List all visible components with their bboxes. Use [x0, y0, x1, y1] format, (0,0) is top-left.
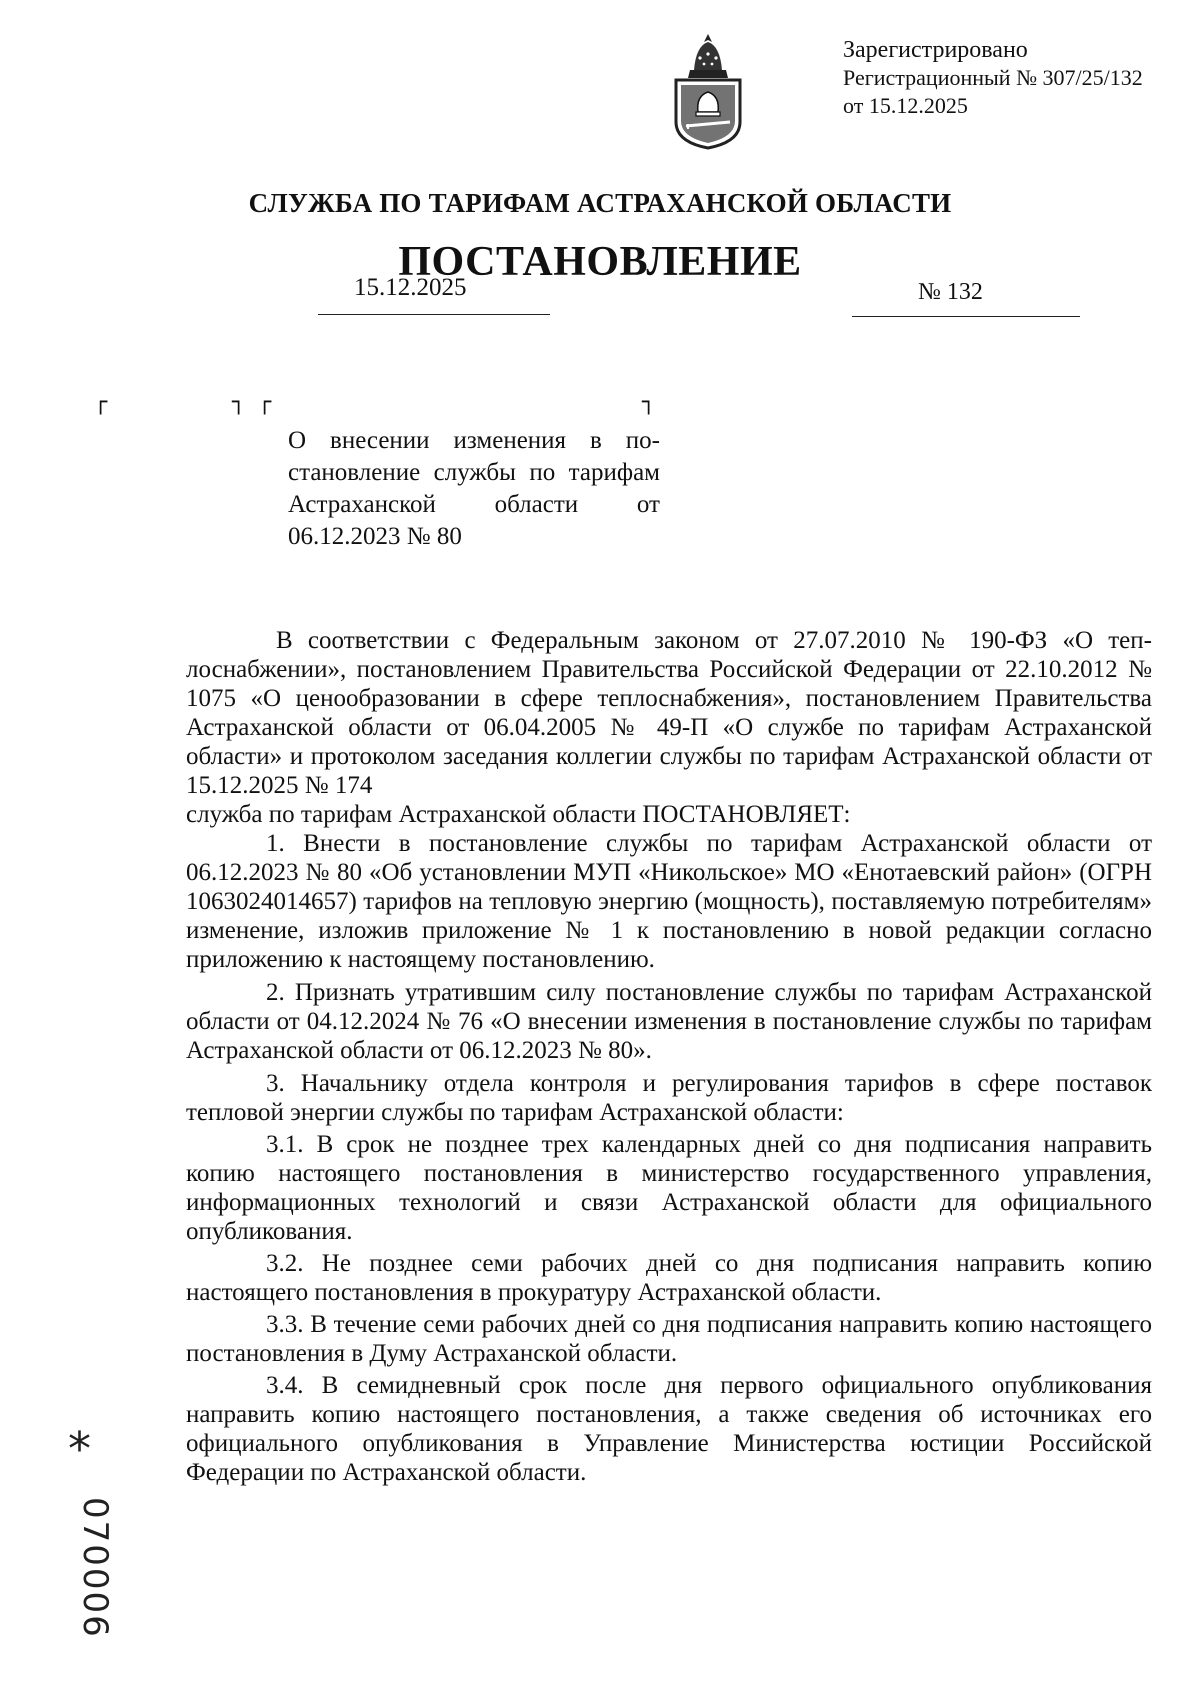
- date-underline: [318, 314, 550, 315]
- corner-mark: ┌: [94, 390, 108, 415]
- clause-3-2: 3.2. Не позднее семи рабочих дней со дня подписания направить копию настоящего постановления в прокуратуру Астраханской области.: [186, 1250, 1152, 1306]
- clause-3-1: 3.1. В срок не позднее трех календарных дней со дня подписания направить копию настоящего постановления в министерство государственного управления, информационных технологий и связи Астраханской области для официального опубликования.: [186, 1131, 1152, 1245]
- clause-3: 3. Начальнику отдела контроля и регулирования тарифов в сфере поставок тепловой энергии службы по тарифам Астраханской области:: [186, 1070, 1152, 1126]
- document-date: 15.12.2025: [354, 274, 467, 301]
- side-serial-text: 070006: [75, 1497, 115, 1639]
- registration-number: Регистрационный № 307/25/132: [843, 65, 1143, 90]
- document-number: № 132: [918, 279, 983, 305]
- agency-title: СЛУЖБА ПО ТАРИФАМ АСТРАХАНСКОЙ ОБЛАСТИ: [248, 188, 952, 218]
- corner-mark: ┐: [232, 390, 246, 415]
- astrakhan-coat-of-arms-icon: [668, 30, 748, 152]
- side-serial-number: [58, 1497, 132, 1639]
- document-body: [186, 626, 1152, 1487]
- document-type: ПОСТАНОВЛЕНИЕ: [398, 239, 802, 285]
- clause-3-3: 3.3. В течение семи рабочих дней со дня подписания направить копию настоящего постановления в Думу Астраханской области.: [186, 1311, 1152, 1367]
- clause-3-4: 3.4. В семидневный срок после дня первого официального опубликования направить копию настоящего постановления, а также сведения об источниках его официального опубликования в Управление Министерства юстиции Российской Федерации по Астраханской области.: [186, 1372, 1152, 1486]
- clause-1: 1. Внести в постановление службы по тарифам Астраханской области от 06.12.2023 № 80 «Об установлении МУП «Никольское» МО «Енотаевский район» (ОГРН 1063024014657) тарифов на тепловую энергию (мощность), поставляемую потребителям» изменение, изложив приложение № 1 к постановлению в новой редакции согласно приложению к настоящему постановлению.: [186, 830, 1152, 973]
- registration-stamp: [843, 36, 1143, 120]
- corner-mark: ┐: [642, 390, 656, 415]
- registration-title: Зарегистрировано: [843, 37, 1028, 63]
- corner-mark: ┌: [258, 390, 272, 415]
- side-asterisk: *: [68, 1422, 91, 1476]
- resolves-line: служба по тарифам Астраханской области ПОСТАНОВЛЯЕТ:: [186, 801, 851, 828]
- number-underline: [852, 316, 1080, 317]
- preamble-paragraph: В соответствии с Федеральным законом от 27.07.2010 № 190-ФЗ «О теплоснабжении», постановлением Правительства Российской Федерации от 22.10.2012 № 1075 «О ценообразовании в сфере теплоснабжения», постановлением Правительства Астраханской области от 06.04.2005 № 49-П «О службе по тарифам Астраханской области» и протоколом заседания коллегии службы по тарифам Астраханской области от 15.12.2025 № 174: [186, 627, 1152, 799]
- clause-2: 2. Признать утратившим силу постановление службы по тарифам Астраханской области от 04.12.2024 № 76 «О внесении изменения в постановление службы по тарифам Астраханской области от 06.12.2023 № 80».: [186, 979, 1152, 1064]
- registration-date: от 15.12.2025: [843, 93, 968, 118]
- document-subject: О внесении изменения в постановление службы по тарифам Астраханской области от 06.12.2023 № 80: [288, 427, 660, 550]
